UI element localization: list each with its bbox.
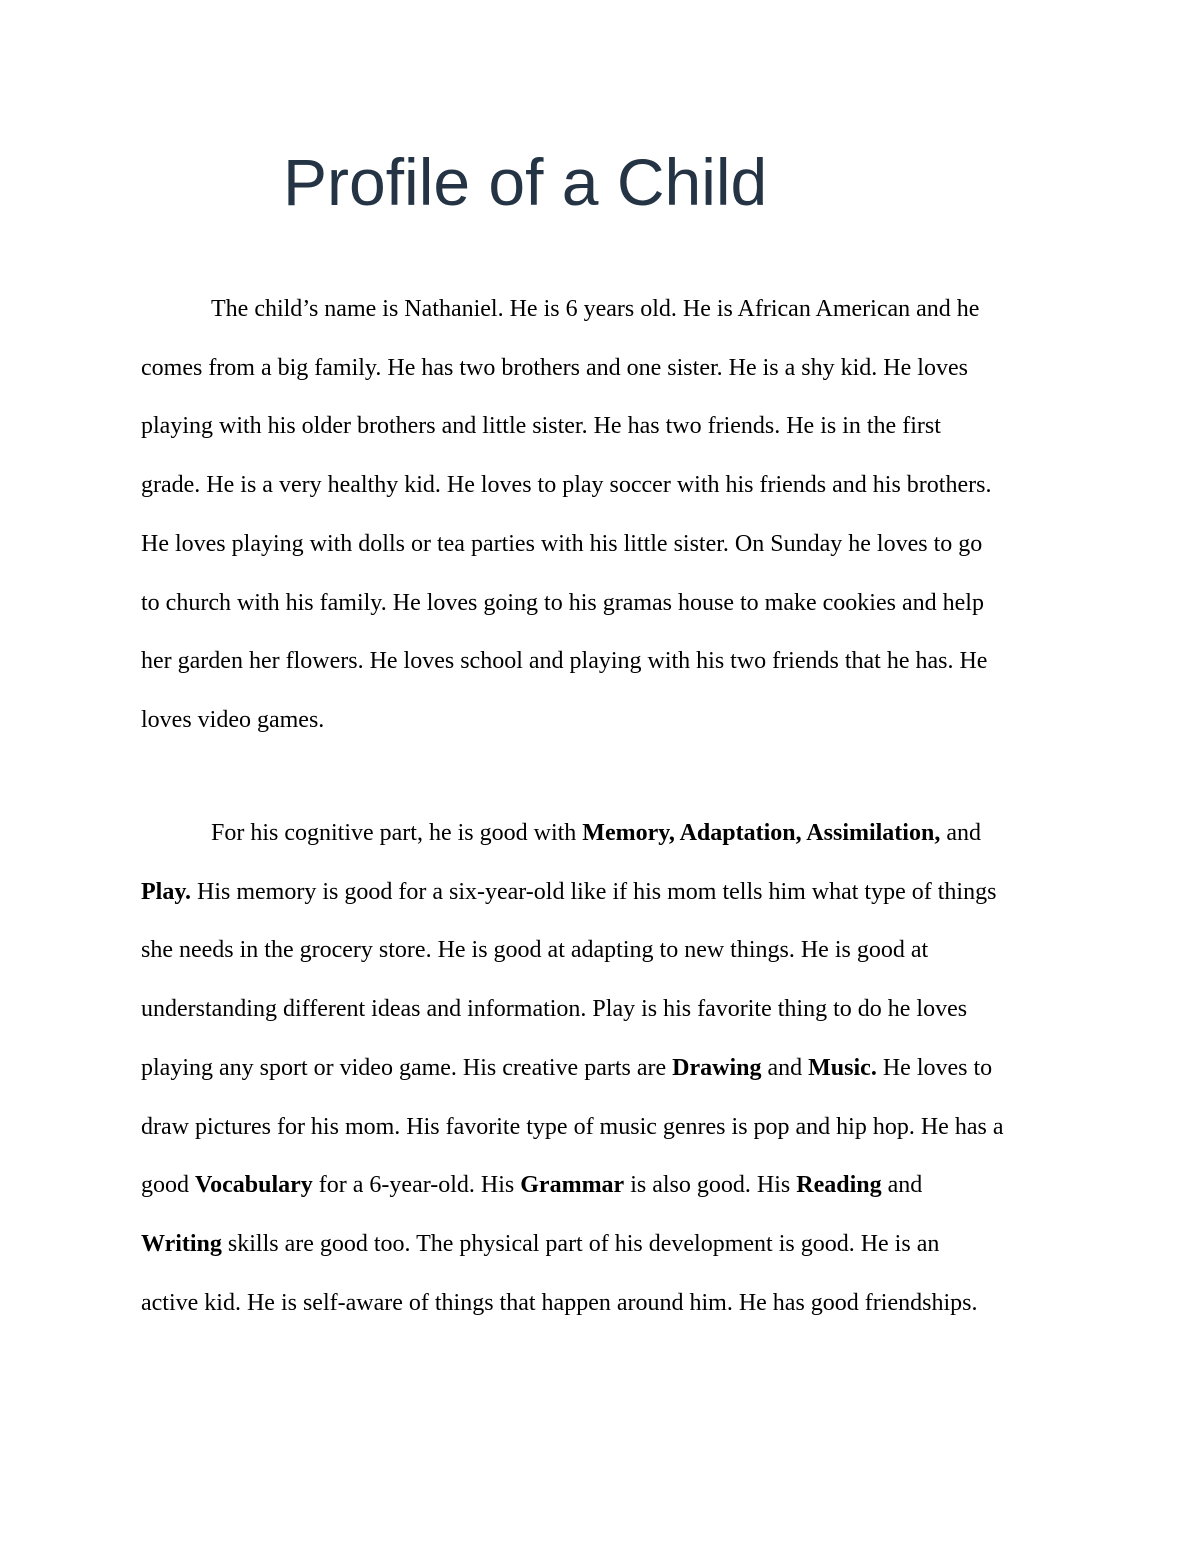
bold-term: Memory, Adaptation, Assimilation, bbox=[582, 820, 941, 846]
text-run: for a 6-year-old. His bbox=[312, 1172, 521, 1199]
bold-term: Drawing bbox=[672, 1054, 762, 1081]
text-line bbox=[141, 921, 1071, 980]
text-run: skills are good too. The physical part of his development is good. He is an bbox=[221, 1230, 940, 1257]
text-line bbox=[141, 339, 1071, 398]
text-run: her garden her flowers. He loves school and playing with his two friends that he has. He bbox=[141, 648, 988, 675]
page-title: Profile of a Child bbox=[283, 145, 768, 219]
text-run: and bbox=[940, 820, 981, 846]
text-line bbox=[141, 980, 1071, 1039]
text-run: active kid. He is self-aware of things that happen around him. He has good friendships. bbox=[141, 1289, 978, 1316]
text-run: she needs in the grocery store. He is good at adapting to new things. He is good at bbox=[141, 937, 929, 964]
bold-term: Music. bbox=[808, 1054, 877, 1081]
text-run: He loves to bbox=[876, 1054, 993, 1081]
text-line bbox=[141, 1039, 1071, 1098]
text-line bbox=[141, 632, 1071, 691]
text-line bbox=[141, 1274, 1071, 1333]
text-run: comes from a big family. He has two brothers and one sister. He is a shy kid. He loves bbox=[141, 354, 968, 381]
text-run: The child’s name is Nathaniel. He is 6 years old. He is African American and he bbox=[211, 296, 980, 322]
text-run: loves video games. bbox=[141, 706, 325, 733]
text-line bbox=[141, 515, 1071, 574]
text-line bbox=[141, 1156, 1071, 1215]
text-run: and bbox=[881, 1172, 923, 1199]
paragraph-development bbox=[141, 804, 1071, 1332]
text-run: grade. He is a very healthy kid. He loves to play soccer with his friends and his brothers. bbox=[141, 472, 992, 499]
bold-term: Grammar bbox=[520, 1172, 625, 1199]
text-line bbox=[141, 863, 1071, 922]
text-line bbox=[141, 691, 1071, 750]
text-run: playing any sport or video game. His creative parts are bbox=[141, 1054, 673, 1081]
text-line bbox=[141, 397, 1071, 456]
text-line bbox=[141, 280, 1071, 339]
bold-term: Play. bbox=[141, 878, 192, 905]
text-run: understanding different ideas and information. Play is his favorite thing to do he loves bbox=[141, 996, 968, 1023]
text-run: is also good. His bbox=[624, 1172, 797, 1199]
text-run: He loves playing with dolls or tea parties with his little sister. On Sunday he loves to go bbox=[141, 530, 983, 557]
bold-term: Vocabulary bbox=[195, 1172, 313, 1199]
text-run: His memory is good for a six-year-old like if his mom tells him what type of things bbox=[191, 878, 997, 905]
text-run: draw pictures for his mom. His favorite type of music genres is pop and hip hop. He has a bbox=[141, 1113, 1004, 1140]
bold-term: Writing bbox=[141, 1230, 222, 1257]
text-line bbox=[141, 804, 1071, 863]
text-line bbox=[141, 456, 1071, 515]
text-line bbox=[141, 1098, 1071, 1157]
text-run: For his cognitive part, he is good with bbox=[211, 820, 583, 846]
bold-term: Reading bbox=[796, 1172, 882, 1199]
text-run: good bbox=[141, 1172, 195, 1199]
text-run: to church with his family. He loves going to his gramas house to make cookies and help bbox=[141, 589, 984, 616]
text-line bbox=[141, 1215, 1071, 1274]
text-run: playing with his older brothers and little sister. He has two friends. He is in the first bbox=[141, 413, 941, 440]
text-line bbox=[141, 574, 1071, 633]
paragraph-background bbox=[141, 280, 1071, 750]
text-run: and bbox=[761, 1054, 809, 1081]
